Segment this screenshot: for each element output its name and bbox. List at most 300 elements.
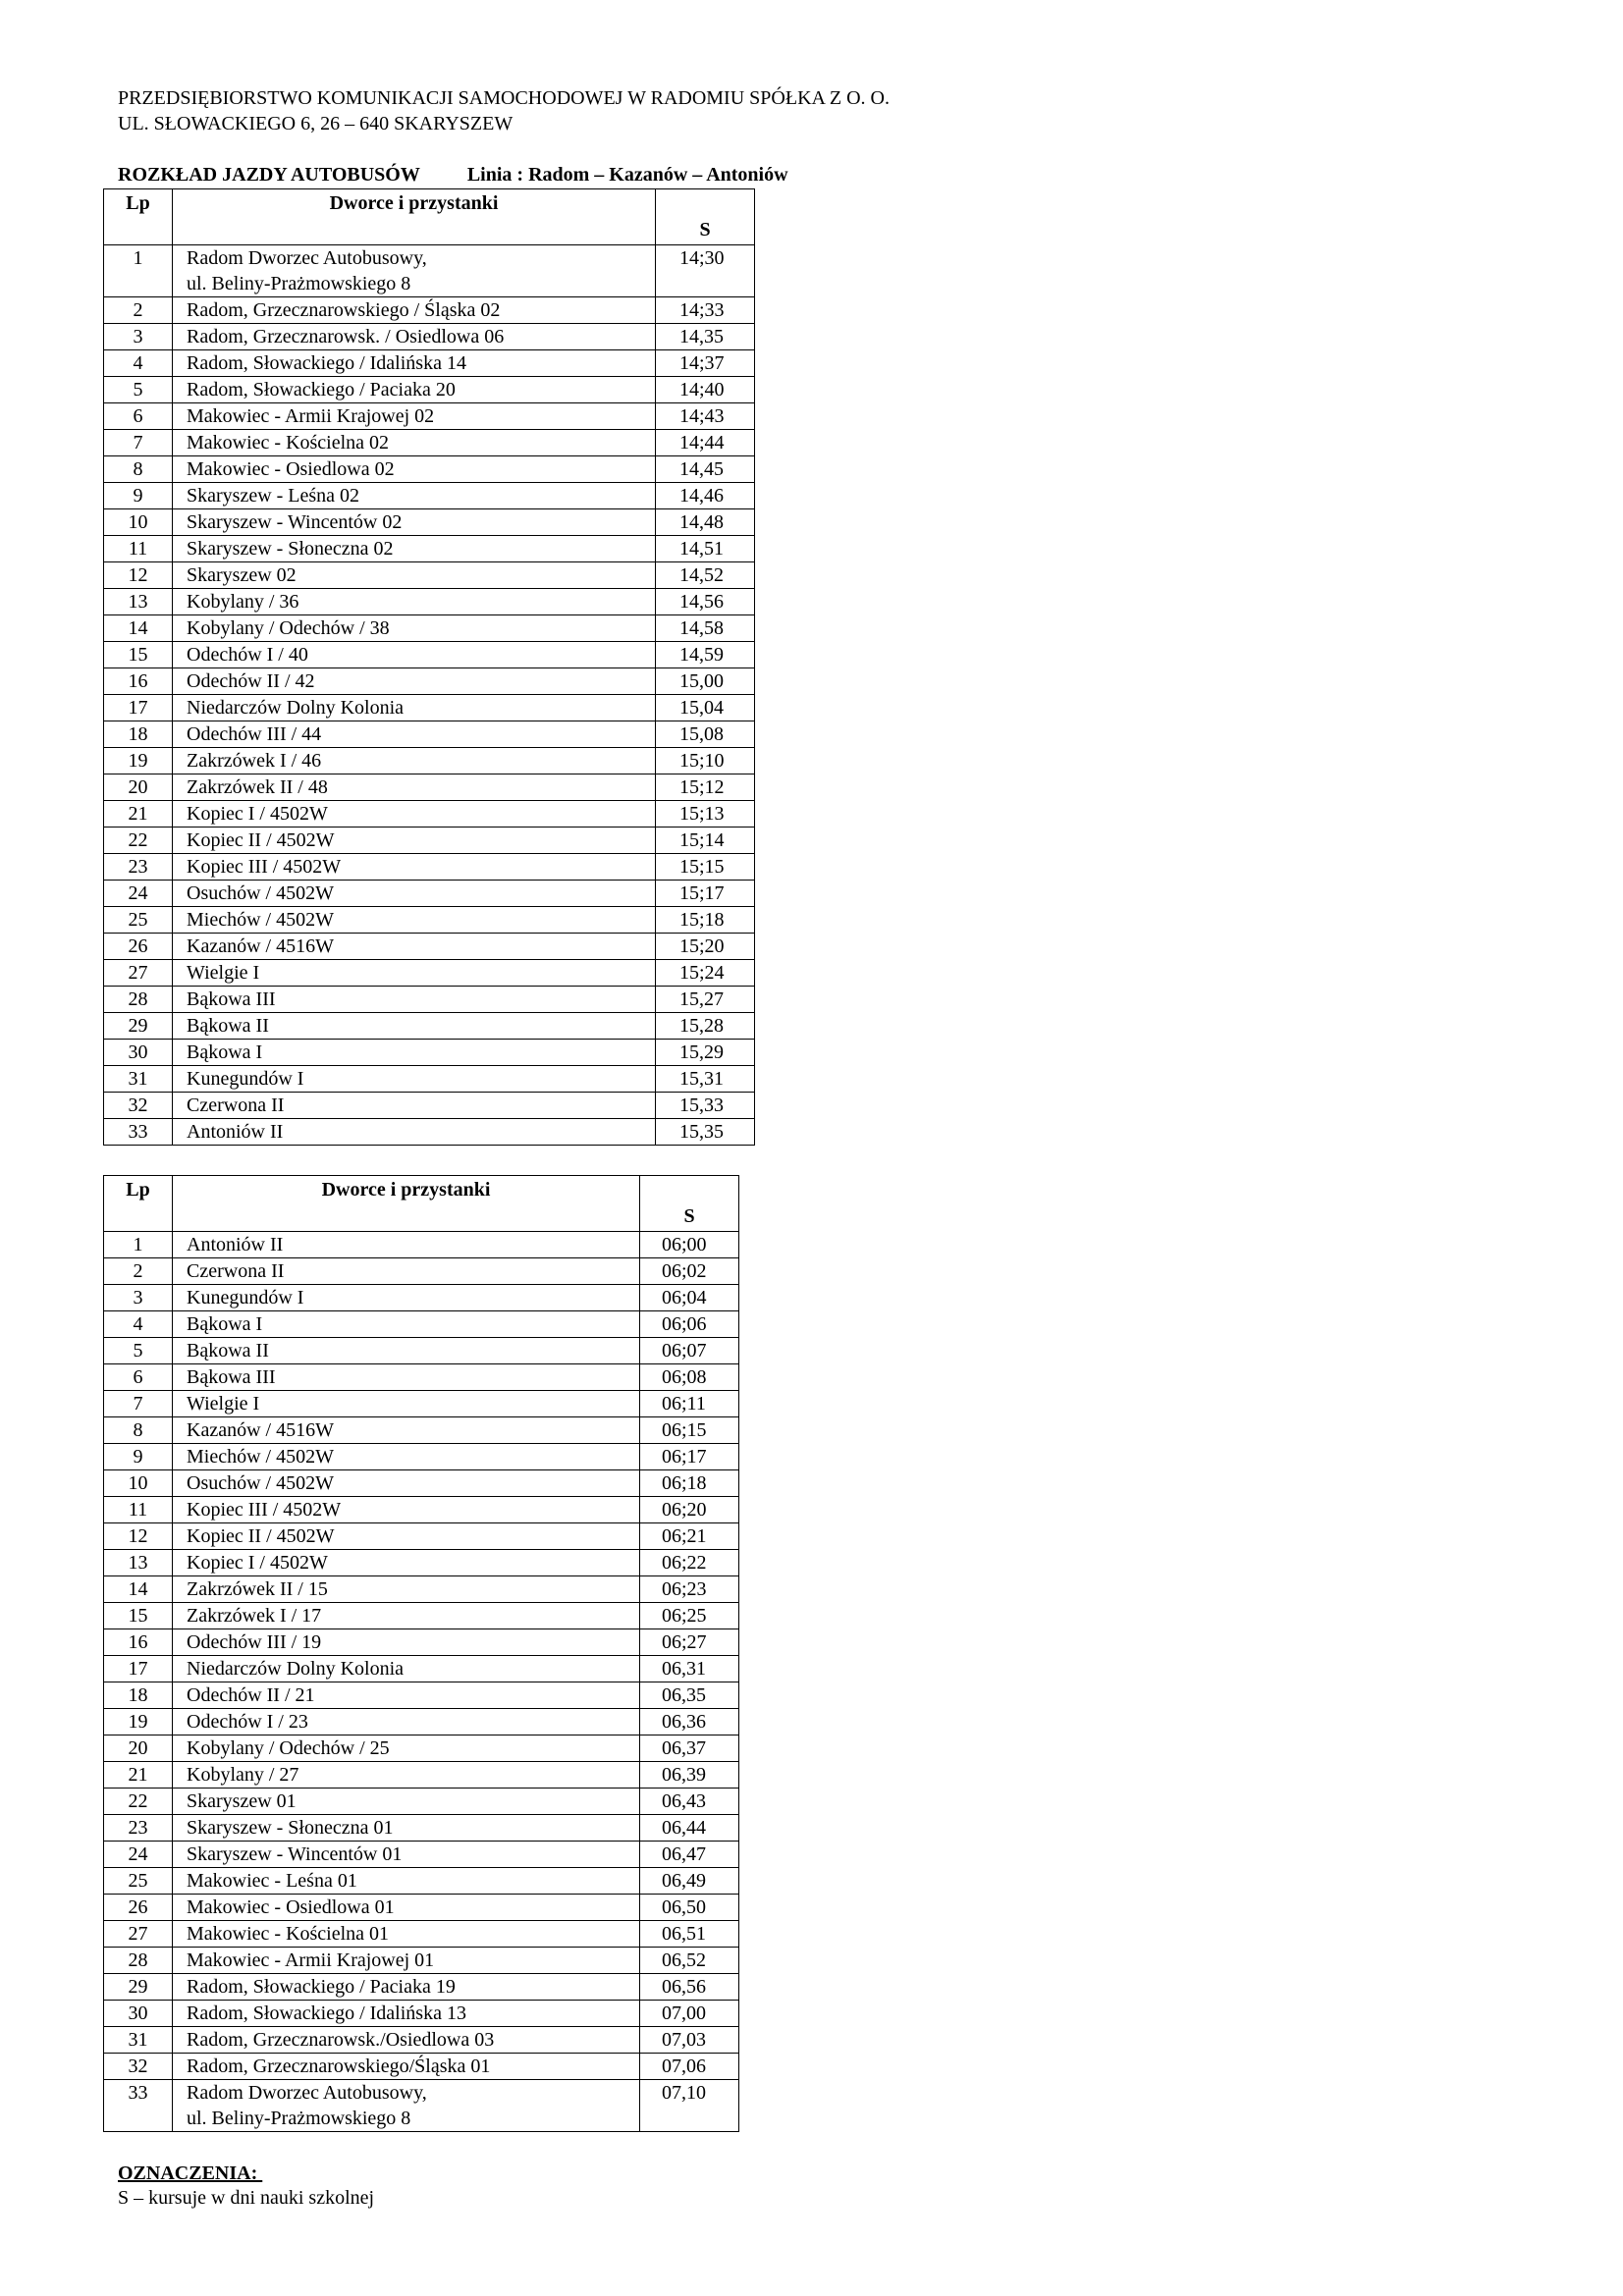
stop-name bbox=[173, 377, 656, 403]
schedule-heading: ROZKŁAD JAZDY AUTOBUSÓW bbox=[118, 164, 420, 186]
stop-name-text: Miechów / 4502W bbox=[187, 1446, 334, 1468]
table-row bbox=[104, 907, 755, 934]
row-number: 22 bbox=[104, 828, 173, 854]
stop-name bbox=[173, 668, 656, 695]
row-number: 31 bbox=[104, 1066, 173, 1093]
stop-name bbox=[173, 1603, 640, 1629]
departure-time: 14;37 bbox=[656, 350, 755, 377]
table-row bbox=[104, 960, 755, 987]
table-row bbox=[104, 1232, 739, 1258]
departure-time: 06;04 bbox=[640, 1285, 739, 1311]
row-number: 21 bbox=[104, 1762, 173, 1789]
departure-time: 14;33 bbox=[656, 297, 755, 324]
row-number: 4 bbox=[104, 350, 173, 377]
departure-time: 07,10 bbox=[640, 2080, 739, 2132]
table-row bbox=[104, 987, 755, 1013]
table-row bbox=[104, 1444, 739, 1470]
stop-name-text: Skaryszew - Leśna 02 bbox=[187, 485, 360, 507]
departure-time: 15,33 bbox=[656, 1093, 755, 1119]
stop-name bbox=[173, 297, 656, 324]
departure-time: 15;18 bbox=[656, 907, 755, 934]
table-row bbox=[104, 1285, 739, 1311]
row-number: 1 bbox=[104, 1232, 173, 1258]
row-number: 18 bbox=[104, 721, 173, 748]
departure-time: 07,00 bbox=[640, 2001, 739, 2027]
row-number: 32 bbox=[104, 2054, 173, 2080]
stop-name bbox=[173, 1364, 640, 1391]
table-row bbox=[104, 1093, 755, 1119]
stop-name bbox=[173, 509, 656, 536]
stop-name bbox=[173, 1258, 640, 1285]
company-address: UL. SŁOWACKIEGO 6, 26 – 640 SKARYSZEW bbox=[118, 113, 514, 134]
stop-name-text: Osuchów / 4502W bbox=[187, 882, 334, 904]
row-number: 7 bbox=[104, 1391, 173, 1417]
row-number: 9 bbox=[104, 1444, 173, 1470]
table-row bbox=[104, 456, 755, 483]
departure-time: 06,36 bbox=[640, 1709, 739, 1735]
table-row bbox=[104, 1629, 739, 1656]
column-header-s: S bbox=[640, 1176, 739, 1232]
departure-time: 14,56 bbox=[656, 589, 755, 615]
stop-name-text: Wielgie I bbox=[187, 1393, 260, 1415]
stop-name bbox=[173, 536, 656, 562]
row-number: 20 bbox=[104, 1735, 173, 1762]
stop-name-text: Kunegundów I bbox=[187, 1287, 304, 1308]
stop-name-text: Antoniów II bbox=[187, 1121, 284, 1143]
row-number: 14 bbox=[104, 1576, 173, 1603]
row-number: 1 bbox=[104, 245, 173, 297]
table-row bbox=[104, 642, 755, 668]
departure-time: 06;21 bbox=[640, 1523, 739, 1550]
stop-name-text: Radom Dworzec Autobusowy, bbox=[187, 247, 427, 269]
table-row bbox=[104, 1040, 755, 1066]
stop-name-text: Bąkowa II bbox=[187, 1015, 269, 1037]
stop-name bbox=[173, 1789, 640, 1815]
timetable-return bbox=[103, 1175, 739, 2132]
stop-name-text: Radom, Grzecznarowskiego / Śląska 02 bbox=[187, 299, 501, 321]
stop-name-text: Kopiec I / 4502W bbox=[187, 1552, 328, 1574]
stop-name-text: Radom Dworzec Autobusowy, bbox=[187, 2082, 427, 2104]
table-row bbox=[104, 1948, 739, 1974]
departure-time: 14,59 bbox=[656, 642, 755, 668]
departure-time: 06,43 bbox=[640, 1789, 739, 1815]
departure-time: 06,50 bbox=[640, 1895, 739, 1921]
table-row bbox=[104, 1709, 739, 1735]
stop-name-text: Kopiec III / 4502W bbox=[187, 1499, 342, 1521]
stop-name bbox=[173, 881, 656, 907]
table-row bbox=[104, 297, 755, 324]
legend-item: S – kursuje w dni nauki szkolnej bbox=[118, 2187, 375, 2209]
row-number: 12 bbox=[104, 1523, 173, 1550]
stop-name bbox=[173, 1119, 656, 1146]
departure-time: 15,27 bbox=[656, 987, 755, 1013]
stop-name bbox=[173, 934, 656, 960]
company-name: PRZEDSIĘBIORSTWO KOMUNIKACJI SAMOCHODOWEJ W RADOMIU SPÓŁKA Z O. O. bbox=[118, 87, 890, 109]
stop-name-text: Radom, Słowackiego / Paciaka 19 bbox=[187, 1976, 456, 1998]
departure-time: 06;08 bbox=[640, 1364, 739, 1391]
stop-name-text: Odechów II / 42 bbox=[187, 670, 315, 692]
stop-name bbox=[173, 1066, 656, 1093]
departure-time: 15,35 bbox=[656, 1119, 755, 1146]
departure-time: 06,44 bbox=[640, 1815, 739, 1842]
row-number: 13 bbox=[104, 1550, 173, 1576]
row-number: 28 bbox=[104, 1948, 173, 1974]
stop-name bbox=[173, 1762, 640, 1789]
row-number: 16 bbox=[104, 668, 173, 695]
table-row bbox=[104, 1576, 739, 1603]
departure-time: 06,35 bbox=[640, 1682, 739, 1709]
row-number: 19 bbox=[104, 1709, 173, 1735]
stop-name bbox=[173, 456, 656, 483]
departure-time: 06,49 bbox=[640, 1868, 739, 1895]
table-row bbox=[104, 2080, 739, 2132]
table-row bbox=[104, 1119, 755, 1146]
departure-time: 14;44 bbox=[656, 430, 755, 456]
table-row bbox=[104, 1815, 739, 1842]
column-header-stops: Dworce i przystanki bbox=[173, 1176, 640, 1232]
row-number: 14 bbox=[104, 615, 173, 642]
row-number: 13 bbox=[104, 589, 173, 615]
stop-name-text: Zakrzówek I / 46 bbox=[187, 750, 322, 772]
departure-time: 06;02 bbox=[640, 1258, 739, 1285]
stop-name-text: Osuchów / 4502W bbox=[187, 1472, 334, 1494]
row-number: 18 bbox=[104, 1682, 173, 1709]
row-number: 24 bbox=[104, 881, 173, 907]
stop-name-text: Kopiec I / 4502W bbox=[187, 803, 328, 825]
departure-time: 15;15 bbox=[656, 854, 755, 881]
departure-time: 14,45 bbox=[656, 456, 755, 483]
stop-name-text: Makowiec - Armii Krajowej 02 bbox=[187, 405, 435, 427]
stop-name bbox=[173, 1285, 640, 1311]
departure-time: 14,58 bbox=[656, 615, 755, 642]
stop-name bbox=[173, 1974, 640, 2001]
row-number: 20 bbox=[104, 774, 173, 801]
row-number: 25 bbox=[104, 1868, 173, 1895]
stop-name-text: Odechów II / 21 bbox=[187, 1684, 315, 1706]
table-row bbox=[104, 1842, 739, 1868]
stop-name bbox=[173, 615, 656, 642]
departure-time: 06,37 bbox=[640, 1735, 739, 1762]
departure-time: 14,48 bbox=[656, 509, 755, 536]
row-number: 28 bbox=[104, 987, 173, 1013]
departure-time: 15;14 bbox=[656, 828, 755, 854]
row-number: 8 bbox=[104, 1417, 173, 1444]
departure-time: 14;40 bbox=[656, 377, 755, 403]
departure-time: 06,39 bbox=[640, 1762, 739, 1789]
stop-name bbox=[173, 1868, 640, 1895]
schedule-title bbox=[118, 163, 788, 187]
table-row bbox=[104, 828, 755, 854]
table-row bbox=[104, 430, 755, 456]
stop-name-text: Makowiec - Osiedlowa 02 bbox=[187, 458, 395, 480]
stop-name-text: Radom, Słowackiego / Idalińska 14 bbox=[187, 352, 466, 374]
table-row bbox=[104, 536, 755, 562]
table-row bbox=[104, 1311, 739, 1338]
departure-time: 06;17 bbox=[640, 1444, 739, 1470]
table-row bbox=[104, 1338, 739, 1364]
departure-time: 06;07 bbox=[640, 1338, 739, 1364]
table-row bbox=[104, 695, 755, 721]
row-number: 30 bbox=[104, 1040, 173, 1066]
stop-name-text: Wielgie I bbox=[187, 962, 260, 984]
stop-name-text: Radom, Grzecznarowsk./Osiedlowa 03 bbox=[187, 2029, 495, 2051]
table-row bbox=[104, 377, 755, 403]
row-number: 33 bbox=[104, 1119, 173, 1146]
row-number: 30 bbox=[104, 2001, 173, 2027]
stop-name bbox=[173, 1523, 640, 1550]
table-row bbox=[104, 2001, 739, 2027]
table-row bbox=[104, 801, 755, 828]
row-number: 11 bbox=[104, 536, 173, 562]
row-number: 17 bbox=[104, 1656, 173, 1682]
stop-name-text: Skaryszew - Słoneczna 01 bbox=[187, 1817, 394, 1839]
stop-name bbox=[173, 748, 656, 774]
row-number: 33 bbox=[104, 2080, 173, 2132]
table-row bbox=[104, 1013, 755, 1040]
table-row bbox=[104, 1603, 739, 1629]
departure-time: 14,51 bbox=[656, 536, 755, 562]
departure-time: 06,47 bbox=[640, 1842, 739, 1868]
row-number: 6 bbox=[104, 1364, 173, 1391]
stop-name-text: Niedarczów Dolny Kolonia bbox=[187, 1658, 405, 1680]
stop-name-text: Kopiec II / 4502W bbox=[187, 1525, 335, 1547]
stop-name bbox=[173, 324, 656, 350]
stop-name-text: Makowiec - Kościelna 02 bbox=[187, 432, 390, 454]
stop-name-text: Skaryszew - Wincentów 01 bbox=[187, 1843, 403, 1865]
row-number: 26 bbox=[104, 934, 173, 960]
stop-name-text: Kopiec II / 4502W bbox=[187, 829, 335, 851]
table-row bbox=[104, 2027, 739, 2054]
stop-name bbox=[173, 1921, 640, 1948]
stop-name bbox=[173, 1470, 640, 1497]
stop-name bbox=[173, 2054, 640, 2080]
stop-name bbox=[173, 1629, 640, 1656]
table-row bbox=[104, 1921, 739, 1948]
stop-name bbox=[173, 430, 656, 456]
table-row bbox=[104, 1497, 739, 1523]
stop-name-text: Zakrzówek II / 48 bbox=[187, 776, 328, 798]
table-row bbox=[104, 1895, 739, 1921]
row-number: 16 bbox=[104, 1629, 173, 1656]
row-number: 24 bbox=[104, 1842, 173, 1868]
stop-name-text: Antoniów II bbox=[187, 1234, 284, 1255]
row-number: 7 bbox=[104, 430, 173, 456]
table-row bbox=[104, 774, 755, 801]
table-row bbox=[104, 1868, 739, 1895]
row-number: 29 bbox=[104, 1013, 173, 1040]
stop-name-text: Bąkowa II bbox=[187, 1340, 269, 1362]
table-row bbox=[104, 1391, 739, 1417]
row-number: 12 bbox=[104, 562, 173, 589]
stop-name-text: Zakrzówek I / 17 bbox=[187, 1605, 322, 1627]
table-row bbox=[104, 854, 755, 881]
table-row bbox=[104, 1974, 739, 2001]
departure-time: 06,52 bbox=[640, 1948, 739, 1974]
departure-time: 06,51 bbox=[640, 1921, 739, 1948]
table-row bbox=[104, 350, 755, 377]
departure-time: 06;20 bbox=[640, 1497, 739, 1523]
stop-name-text: Miechów / 4502W bbox=[187, 909, 334, 931]
departure-time: 06;15 bbox=[640, 1417, 739, 1444]
row-number: 31 bbox=[104, 2027, 173, 2054]
table-row bbox=[104, 934, 755, 960]
stop-name-second-line: ul. Beliny-Prażmowskiego 8 bbox=[187, 273, 411, 294]
stop-name bbox=[173, 2001, 640, 2027]
stop-name bbox=[173, 1338, 640, 1364]
departure-time: 15,00 bbox=[656, 668, 755, 695]
line-label: Linia : Radom – Kazanów – Antoniów bbox=[466, 164, 788, 186]
stop-name bbox=[173, 1948, 640, 1974]
table-row bbox=[104, 721, 755, 748]
row-number: 17 bbox=[104, 695, 173, 721]
stop-name bbox=[173, 1735, 640, 1762]
stop-name-text: Bąkowa I bbox=[187, 1041, 263, 1063]
departure-time: 07,03 bbox=[640, 2027, 739, 2054]
departure-time: 06;18 bbox=[640, 1470, 739, 1497]
table-row bbox=[104, 509, 755, 536]
stop-name bbox=[173, 350, 656, 377]
departure-time: 14,52 bbox=[656, 562, 755, 589]
stop-name bbox=[173, 1682, 640, 1709]
departure-time: 06,31 bbox=[640, 1656, 739, 1682]
stop-name bbox=[173, 1656, 640, 1682]
stop-name-text: Odechów III / 19 bbox=[187, 1631, 322, 1653]
table-row bbox=[104, 748, 755, 774]
departure-time: 06;00 bbox=[640, 1232, 739, 1258]
table-row bbox=[104, 1258, 739, 1285]
column-header-stops: Dworce i przystanki bbox=[173, 189, 656, 245]
row-number: 23 bbox=[104, 854, 173, 881]
departure-time: 06;25 bbox=[640, 1603, 739, 1629]
departure-time: 15;12 bbox=[656, 774, 755, 801]
stop-name-text: Bąkowa III bbox=[187, 988, 276, 1010]
departure-time: 15;20 bbox=[656, 934, 755, 960]
stop-name bbox=[173, 1391, 640, 1417]
table-header-row bbox=[104, 1176, 739, 1232]
row-number: 27 bbox=[104, 960, 173, 987]
table-row bbox=[104, 1789, 739, 1815]
stop-name bbox=[173, 1815, 640, 1842]
table-row bbox=[104, 1470, 739, 1497]
stop-name bbox=[173, 562, 656, 589]
stop-name-text: Niedarczów Dolny Kolonia bbox=[187, 697, 405, 719]
stop-name-text: Odechów I / 40 bbox=[187, 644, 308, 666]
departure-time: 15,29 bbox=[656, 1040, 755, 1066]
table-row bbox=[104, 1735, 739, 1762]
table-row bbox=[104, 1066, 755, 1093]
table-row bbox=[104, 403, 755, 430]
stop-name bbox=[173, 1040, 656, 1066]
departure-time: 06;11 bbox=[640, 1391, 739, 1417]
departure-time: 15;17 bbox=[656, 881, 755, 907]
stop-name bbox=[173, 1895, 640, 1921]
departure-time: 14,35 bbox=[656, 324, 755, 350]
table-row bbox=[104, 1550, 739, 1576]
stop-name-text: Odechów III / 44 bbox=[187, 723, 322, 745]
table-row bbox=[104, 562, 755, 589]
row-number: 15 bbox=[104, 1603, 173, 1629]
stop-name bbox=[173, 1550, 640, 1576]
stop-name bbox=[173, 1444, 640, 1470]
stop-name bbox=[173, 1093, 656, 1119]
stop-name-text: Kobylany / 27 bbox=[187, 1764, 299, 1786]
stop-name bbox=[173, 854, 656, 881]
column-header-lp: Lp bbox=[104, 189, 173, 245]
stop-name-text: Radom, Słowackiego / Paciaka 20 bbox=[187, 379, 456, 400]
row-number: 22 bbox=[104, 1789, 173, 1815]
stop-name-text: Kobylany / 36 bbox=[187, 591, 299, 613]
stop-name bbox=[173, 987, 656, 1013]
stop-name bbox=[173, 1842, 640, 1868]
stop-name bbox=[173, 589, 656, 615]
departure-time: 15;24 bbox=[656, 960, 755, 987]
stop-name-text: Skaryszew 02 bbox=[187, 564, 297, 586]
table-row bbox=[104, 1523, 739, 1550]
table-row bbox=[104, 1656, 739, 1682]
stop-name-text: Makowiec - Osiedlowa 01 bbox=[187, 1896, 395, 1918]
stop-name-text: Zakrzówek II / 15 bbox=[187, 1578, 328, 1600]
row-number: 3 bbox=[104, 1285, 173, 1311]
stop-name-text: Bąkowa III bbox=[187, 1366, 276, 1388]
stop-name-text: Czerwona II bbox=[187, 1260, 285, 1282]
stop-name-text: Odechów I / 23 bbox=[187, 1711, 308, 1733]
row-number: 27 bbox=[104, 1921, 173, 1948]
stop-name bbox=[173, 907, 656, 934]
stop-name-text: Czerwona II bbox=[187, 1095, 285, 1116]
stop-name-text: Radom, Słowackiego / Idalińska 13 bbox=[187, 2002, 466, 2024]
table-row bbox=[104, 1417, 739, 1444]
row-number: 8 bbox=[104, 456, 173, 483]
stop-name bbox=[173, 483, 656, 509]
stop-name bbox=[173, 2080, 640, 2132]
stop-name-text: Makowiec - Leśna 01 bbox=[187, 1870, 357, 1892]
stop-name-text: Radom, Grzecznarowsk. / Osiedlowa 06 bbox=[187, 326, 505, 347]
stop-name-text: Kunegundów I bbox=[187, 1068, 304, 1090]
row-number: 3 bbox=[104, 324, 173, 350]
row-number: 23 bbox=[104, 1815, 173, 1842]
stop-name-text: Kopiec III / 4502W bbox=[187, 856, 342, 878]
row-number: 15 bbox=[104, 642, 173, 668]
stop-name bbox=[173, 801, 656, 828]
departure-time: 14,46 bbox=[656, 483, 755, 509]
stop-name bbox=[173, 960, 656, 987]
departure-time: 15,04 bbox=[656, 695, 755, 721]
departure-time: 06,56 bbox=[640, 1974, 739, 2001]
row-number: 6 bbox=[104, 403, 173, 430]
row-number: 10 bbox=[104, 1470, 173, 1497]
stop-name bbox=[173, 1709, 640, 1735]
stop-name bbox=[173, 1013, 656, 1040]
stop-name bbox=[173, 828, 656, 854]
stop-name bbox=[173, 1497, 640, 1523]
column-header-lp: Lp bbox=[104, 1176, 173, 1232]
table-row bbox=[104, 324, 755, 350]
table-row bbox=[104, 589, 755, 615]
table-row bbox=[104, 1682, 739, 1709]
departure-time: 15,28 bbox=[656, 1013, 755, 1040]
stop-name-text: Kobylany / Odechów / 25 bbox=[187, 1737, 390, 1759]
departure-time: 14;43 bbox=[656, 403, 755, 430]
departure-time: 15,08 bbox=[656, 721, 755, 748]
table-row bbox=[104, 2054, 739, 2080]
stop-name bbox=[173, 642, 656, 668]
departure-time: 06;23 bbox=[640, 1576, 739, 1603]
timetable-return-body bbox=[104, 1232, 739, 2132]
stop-name-text: Skaryszew 01 bbox=[187, 1790, 297, 1812]
stop-name bbox=[173, 774, 656, 801]
stop-name bbox=[173, 403, 656, 430]
table-header-row bbox=[104, 189, 755, 245]
